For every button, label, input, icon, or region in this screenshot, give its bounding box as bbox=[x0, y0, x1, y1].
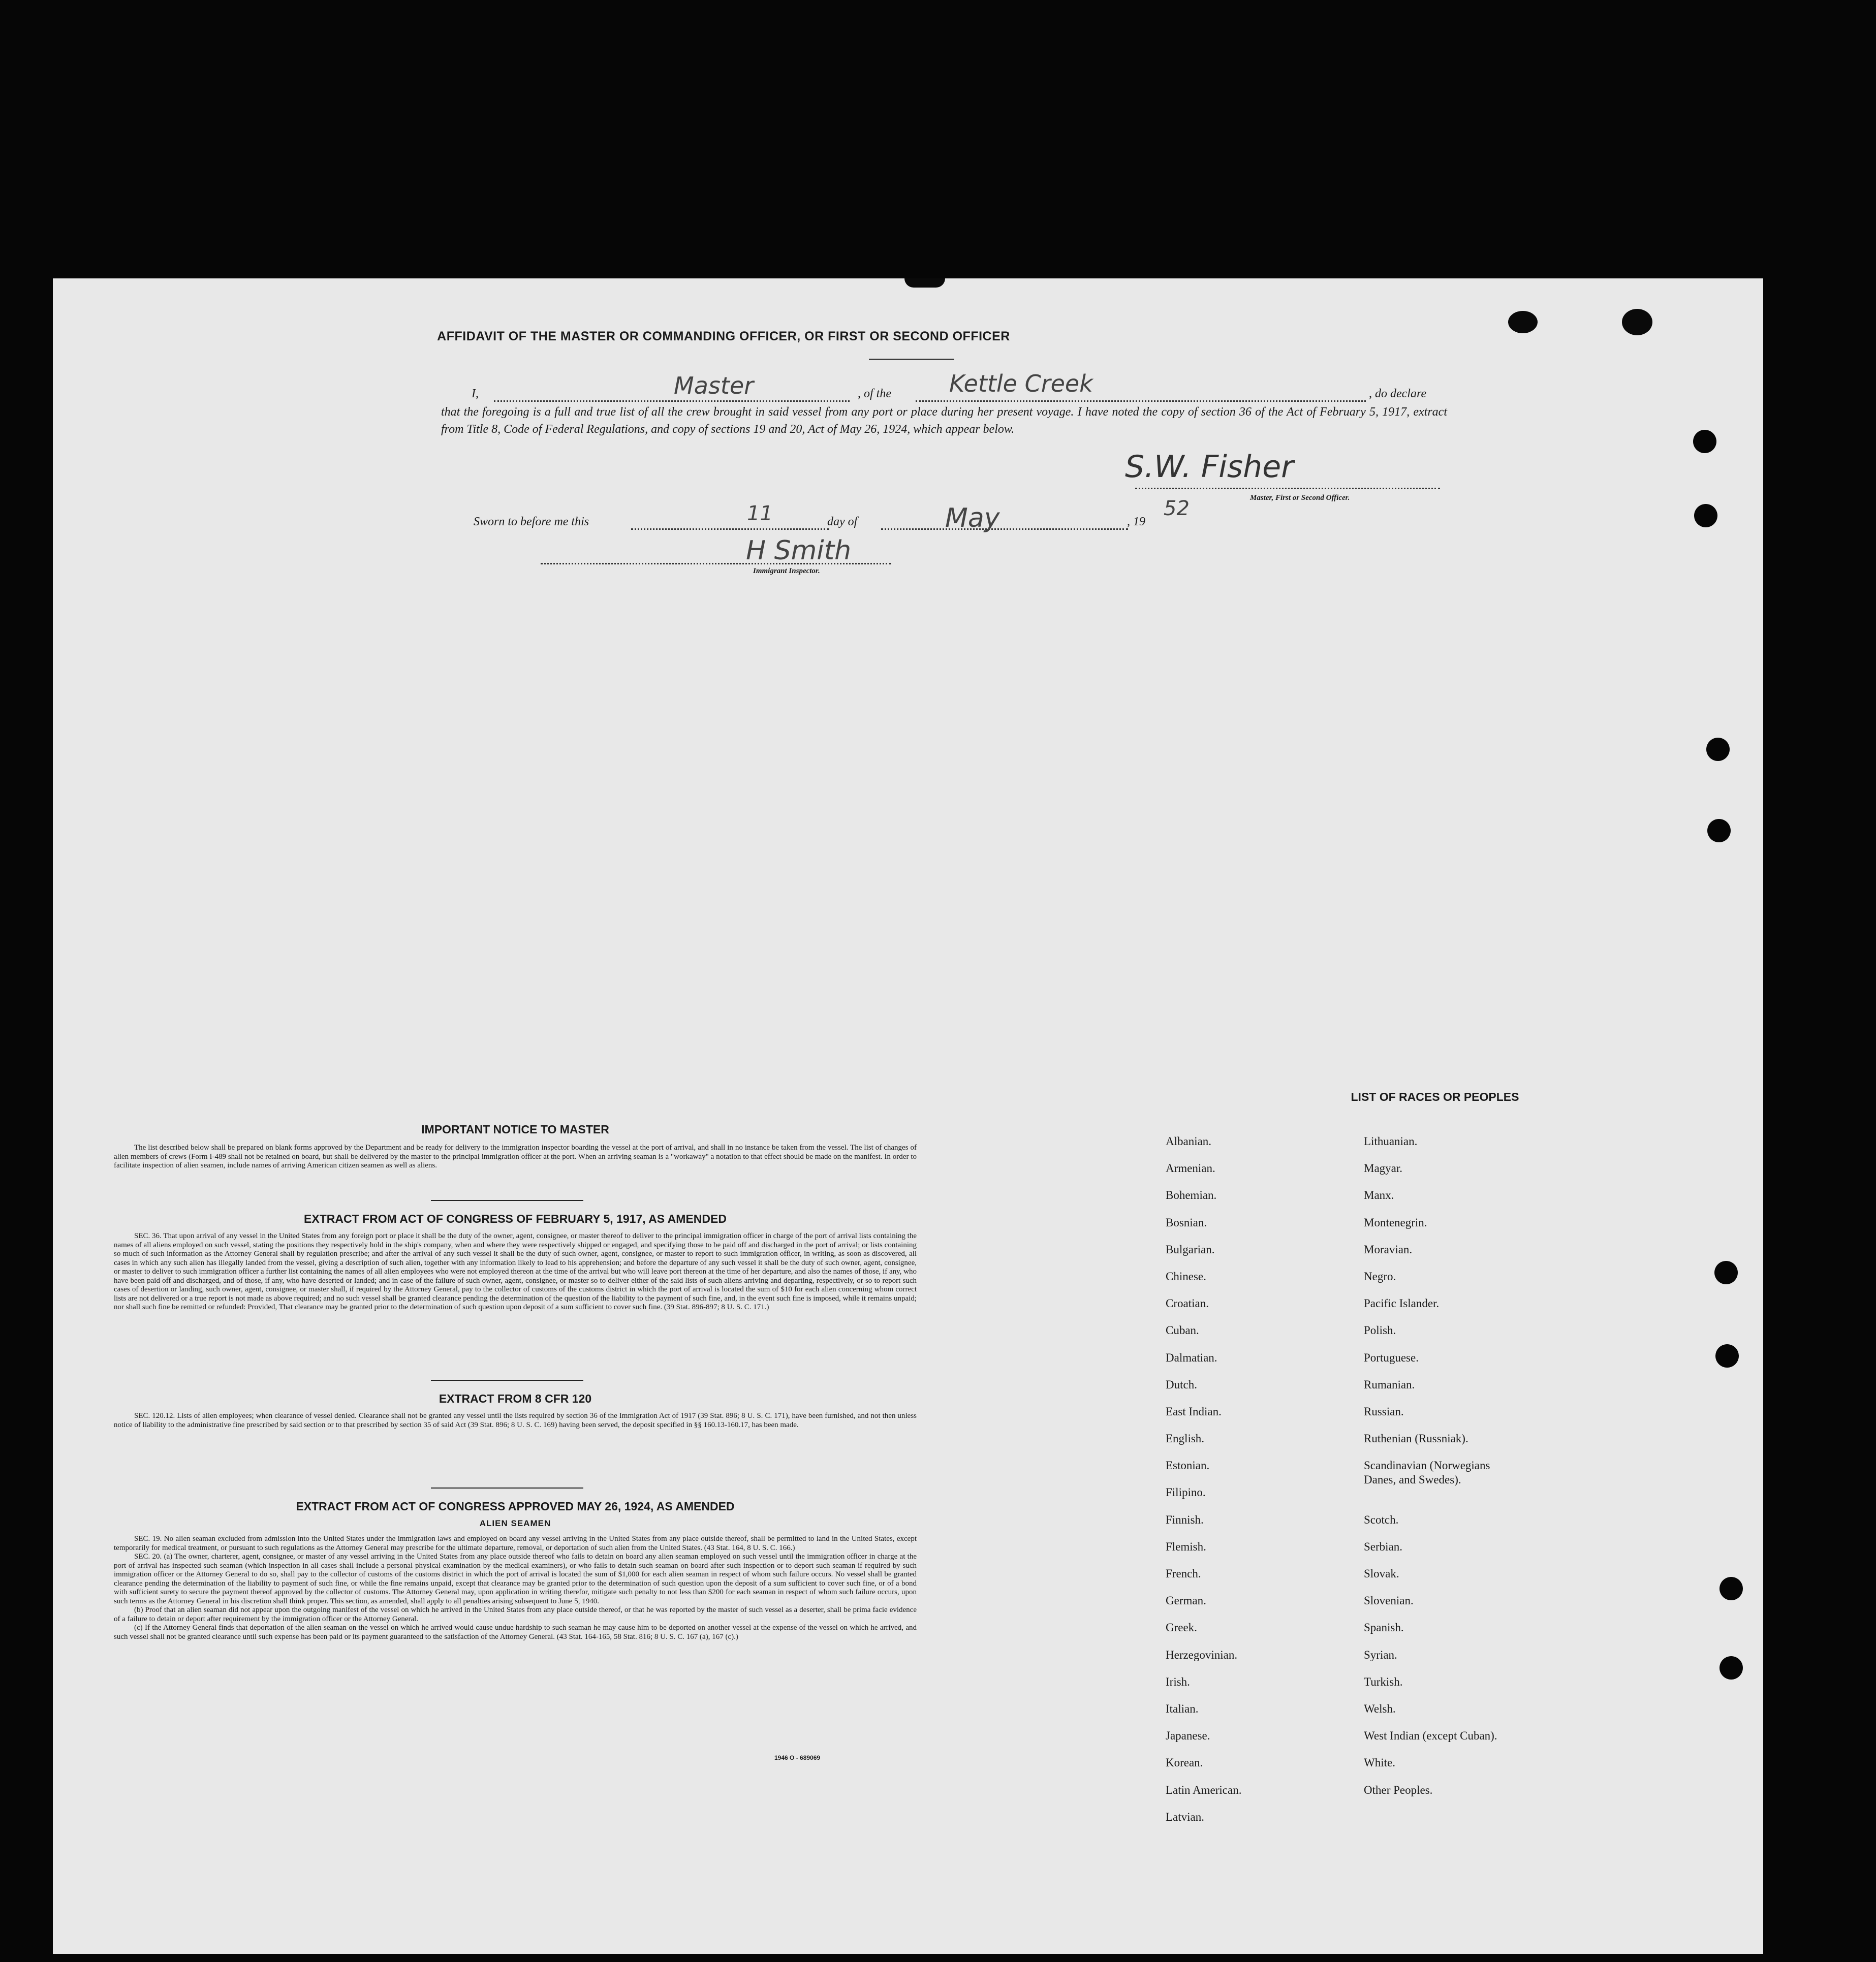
print-code: 1946 O - 689069 bbox=[774, 1754, 821, 1761]
race-item: English. bbox=[1166, 1432, 1205, 1445]
race-item: Finnish. bbox=[1166, 1513, 1204, 1526]
race-item: Negro. bbox=[1364, 1270, 1396, 1283]
race-item: Scandinavian (Norwegians Danes, and Swedes). bbox=[1364, 1459, 1490, 1486]
race-item: Dalmatian. bbox=[1166, 1351, 1217, 1364]
race-item: Pacific Islander. bbox=[1364, 1297, 1440, 1310]
race-item: Slovenian. bbox=[1364, 1594, 1414, 1607]
paper-tear bbox=[904, 278, 945, 288]
races-title: LIST OF RACES OR PEOPLES bbox=[1351, 1090, 1519, 1103]
race-item: Bosnian. bbox=[1166, 1216, 1207, 1229]
race-item: White. bbox=[1364, 1756, 1395, 1769]
handwritten-rank: Master bbox=[674, 372, 754, 399]
race-item: Portuguese. bbox=[1364, 1351, 1419, 1364]
punch-hole bbox=[1714, 1261, 1738, 1284]
handwritten-month: May bbox=[945, 503, 1000, 533]
extract-cfr-text: SEC. 120.12. Lists of alien employees; when clearance of vessel denied. Clearance shall not be granted any vessel until the lists required by section 36 of the Immigration Act of 1917 (39 Stat. 896; 8 U. S. C. 171), have been furnished, and not then unless notice of liability to the administrative fine prescribed by said section or to that prescribed by section 35 of said Act (39 Stat. 896; 8 U. S. C. 169) having been served, the deposit specified in §§ 160.13-160.17, has been made. bbox=[114, 1412, 917, 1429]
race-item: Montenegrin. bbox=[1364, 1216, 1427, 1229]
punch-hole bbox=[1719, 1577, 1743, 1600]
race-item: Herzegovinian. bbox=[1166, 1648, 1238, 1661]
document-page bbox=[53, 278, 1763, 1954]
race-item: Polish. bbox=[1364, 1324, 1396, 1337]
month-blank bbox=[881, 528, 1128, 530]
affidavit-title: AFFIDAVIT OF THE MASTER OR COMMANDING OFFICER, OR FIRST OR SECOND OFFICER bbox=[437, 329, 1010, 343]
extract-1917-title: EXTRACT FROM ACT OF CONGRESS OF FEBRUARY 5, 1917, AS AMENDED bbox=[304, 1212, 727, 1225]
race-item: Chinese. bbox=[1166, 1270, 1206, 1283]
handwritten-year: 52 bbox=[1164, 497, 1190, 520]
year-prefix: , 19 bbox=[1127, 515, 1145, 528]
race-item: Slovak. bbox=[1364, 1567, 1399, 1580]
race-item: Russian. bbox=[1364, 1405, 1404, 1418]
sec20a-text: SEC. 20. (a) The owner, charterer, agent, consignee, or master of any vessel arriving in the United States from any place outside thereof who fails to detain on board any alien seaman employed on such vessel until the immigration officer in charge at the port of arrival has inspected such seaman (which inspection in all cases shall include a personal physical examination by the medical examiners), or who fails to detain such seaman on board after such inspection or to deport such seaman if required by such immigration officer or the Attorney General to do so, shall pay to the collector of customs of the customs district in which the port of arrival is located the sum of $1,000 for each alien seaman in respect of whom such failure occurs. No vessel shall be granted clearance pending the determination of the liability to payment of such fine, or while the fine remains unpaid, except that clearance may be granted prior to the determination of such question upon the deposit of a sum sufficient to cover such fine, or of a bond with sufficient surety to secure the payment thereof approved by the collector of customs. The Attorney General may, upon application in writing therefor, mitigate such penalty to not less than $200 for each seaman in respect of whom such failure occurs, upon such terms as the Attorney General in his discretion shall think proper. This section, as amended, shall apply to all penalties arising subsequent to June 5, 1940. bbox=[114, 1553, 917, 1605]
race-item: Filipino. bbox=[1166, 1486, 1206, 1499]
affidavit-declare-label: , do declare bbox=[1369, 387, 1427, 400]
race-item: Moravian. bbox=[1364, 1243, 1413, 1256]
signature-label: Master, First or Second Officer. bbox=[1250, 494, 1350, 502]
sec19-text: SEC. 19. No alien seaman excluded from admission into the United States under the immigration laws and employed on board any vessel arriving in the United States from any place outside thereof, shall be permitted to land in the United States, except temporarily for medical treatment, or pursuant to such regulations as the Attorney General may prescribe for the ultimate departure, removal, or deportation of such alien from the United States. (43 Stat. 164, 8 U. S. C. 166.) bbox=[114, 1535, 917, 1552]
extract-1924 bbox=[114, 1500, 917, 1641]
notice-title: IMPORTANT NOTICE TO MASTER bbox=[421, 1123, 609, 1136]
race-item: Cuban. bbox=[1166, 1324, 1199, 1337]
race-item: Magyar. bbox=[1364, 1162, 1403, 1175]
extract-1917-text: SEC. 36. That upon arrival of any vessel in the United States from any foreign port or place it shall be the duty of the owner, agent, consignee, or master thereof to deliver to the principal immigration officer in charge of the port of arrival lists containing the names of all aliens employed on such vessel, stating the positions they respectively hold in the ship's company, when and where they were respectively shipped or engaged, and specifying those to be paid off and discharged in the port of arrival; or lists containing so much of such information as the Attorney General shall by regulation prescribe; and after the arrival of any such vessel it shall be the duty of such owner, agent, consignee, or master to report to such immigration officer, in writing, as soon as discovered, all cases in which any such alien has illegally landed from the vessel, giving a description of such alien, together with any information likely to lead to his apprehension; and before the departure of any such vessel it shall be the duty of such owner, agent, consignee, or master to deliver to such immigration officer a further list containing the names of all alien employees who were not employed thereon at the time of the arrival but who will leave port thereon at the time of her departure, and also the names of those, if any, who have been paid off and discharged, and of those, if any, who have deserted or landed; and in case of the failure of such owner, agent, consignee, or master so to deliver either of the said lists of such aliens arriving and departing, respectively, or so to report such cases of desertion or landing, such owner, agent, consignee, or master shall, if required by the Attorney General, pay to the collector of customs of the customs district in which the port of arrival is located the sum of $10 for each alien concerning whom correct lists are not delivered or a true report is not made as above required; and no such vessel shall be granted clearance pending the determination of the question of the liability to the payment of such fine, and, in the event such fine is imposed, while it remains unpaid; nor shall such fine be remitted or refunded: Provided, That clearance may be granted prior to the determination of such question upon deposit of a sum sufficient to cover such fine. (39 Stat. 896-897; 8 U. S. C. 171.) bbox=[114, 1232, 917, 1311]
race-item: Spanish. bbox=[1364, 1621, 1404, 1634]
vessel-blank bbox=[916, 400, 1366, 402]
race-item: Ruthenian (Russniak). bbox=[1364, 1432, 1468, 1445]
punch-hole bbox=[1694, 504, 1717, 527]
affidavit-of-the-label: , of the bbox=[858, 387, 891, 400]
ink-blot bbox=[1622, 309, 1652, 335]
race-item: Scotch. bbox=[1364, 1513, 1399, 1526]
race-item: East Indian. bbox=[1166, 1405, 1222, 1418]
notice-text: The list described below shall be prepared on blank forms approved by the Department and be ready for delivery to the immigration inspector boarding the vessel at the port of arrival, and shall in no instance be taken from the vessel. The list of changes of alien members of crews (Form I-489 shall not be retained on board, but shall be delivered by the master to the principal immigration officer at the port. When an arriving seaman is a "workaway" a notation to that effect should be made on the manifest. In order to facilitate inspection of alien seamen, include names of arriving American citizen seamen as well as aliens. bbox=[114, 1144, 917, 1169]
race-item: Syrian. bbox=[1364, 1648, 1397, 1661]
punch-hole bbox=[1715, 1344, 1739, 1368]
handwritten-signature: S.W. Fisher bbox=[1125, 449, 1294, 485]
punch-hole bbox=[1707, 819, 1731, 842]
race-item: Dutch. bbox=[1166, 1378, 1197, 1391]
day-of-label: day of bbox=[827, 515, 858, 528]
day-blank bbox=[631, 528, 829, 530]
race-item: Armenian. bbox=[1166, 1162, 1215, 1175]
divider bbox=[431, 1380, 583, 1381]
extract-cfr-title: EXTRACT FROM 8 CFR 120 bbox=[439, 1392, 592, 1405]
punch-hole bbox=[1706, 738, 1730, 761]
affidavit-i-label: I, bbox=[472, 387, 479, 400]
important-notice bbox=[114, 1123, 917, 1170]
race-item: West Indian (except Cuban). bbox=[1364, 1729, 1497, 1743]
race-item: Rumanian. bbox=[1364, 1378, 1415, 1391]
ink-blot bbox=[1508, 311, 1538, 333]
race-item: Turkish. bbox=[1364, 1675, 1403, 1688]
handwritten-day: 11 bbox=[747, 502, 773, 525]
title-underline bbox=[869, 359, 954, 360]
race-item: Latvian. bbox=[1166, 1810, 1204, 1823]
divider bbox=[431, 1200, 583, 1201]
inspector-label: Immigrant Inspector. bbox=[753, 567, 820, 575]
race-item: Flemish. bbox=[1166, 1540, 1206, 1553]
race-item: Estonian. bbox=[1166, 1459, 1210, 1472]
punch-hole bbox=[1693, 430, 1716, 453]
race-item: Korean. bbox=[1166, 1756, 1203, 1769]
race-item: Irish. bbox=[1166, 1675, 1190, 1688]
race-item: Other Peoples. bbox=[1364, 1783, 1433, 1796]
race-item: Bulgarian. bbox=[1166, 1243, 1215, 1256]
rank-blank bbox=[494, 400, 850, 402]
race-item: French. bbox=[1166, 1567, 1201, 1580]
extract-cfr bbox=[114, 1392, 917, 1430]
race-item: Albanian. bbox=[1166, 1135, 1212, 1148]
race-item bbox=[1364, 1485, 1497, 1512]
race-item: Croatian. bbox=[1166, 1297, 1209, 1310]
race-item: Bohemian. bbox=[1166, 1189, 1217, 1202]
race-item: German. bbox=[1166, 1594, 1206, 1607]
punch-hole bbox=[1719, 1656, 1743, 1680]
races-column-2 bbox=[1364, 1134, 1497, 1810]
sec20b-text: (b) Proof that an alien seaman did not appear upon the outgoing manifest of the vessel on which he arrived in the United States from any place outside thereof, or that he was reported by the master of such vessel as a deserter, shall be prima facie evidence of a failure to detain or deport after requirement by the immigration officer or the Attorney General. bbox=[114, 1606, 917, 1623]
race-item: Serbian. bbox=[1364, 1540, 1403, 1553]
extract-1924-title: EXTRACT FROM ACT OF CONGRESS APPROVED MAY 26, 1924, AS AMENDED bbox=[296, 1500, 735, 1513]
race-item: Welsh. bbox=[1364, 1702, 1396, 1715]
handwritten-vessel: Kettle Creek bbox=[949, 370, 1093, 397]
extract-1917 bbox=[114, 1212, 917, 1312]
handwritten-inspector: H Smith bbox=[746, 535, 852, 566]
race-item: Manx. bbox=[1364, 1189, 1394, 1202]
extract-1924-subtitle: ALIEN SEAMEN bbox=[479, 1518, 551, 1528]
race-item: Japanese. bbox=[1166, 1729, 1210, 1743]
race-item: Italian. bbox=[1166, 1702, 1199, 1715]
divider bbox=[431, 1488, 583, 1489]
race-item: Lithuanian. bbox=[1364, 1135, 1418, 1148]
sec20c-text: (c) If the Attorney General finds that deportation of the alien seaman on the vessel on which he arrived would cause undue hardship to such seaman he may cause him to be deported on another vessel at the expense of the vessel on which he arrived, and such vessel shall not be granted clearance until such expense has been paid or its payment guaranteed to the satisfaction of the Attorney General. (43 Stat. 164-165, 58 Stat. 816; 8 U. S. C. 167 (a), 167 (c).) bbox=[114, 1624, 917, 1641]
signature-blank bbox=[1135, 488, 1440, 489]
sworn-text: Sworn to before me this bbox=[474, 515, 589, 528]
race-item: Greek. bbox=[1166, 1621, 1197, 1634]
affidavit-body: that the foregoing is a full and true list of all the crew brought in said vessel from any port or place during her present voyage. I have noted the copy of section 36 of the Act of February 5, 1917, extract from Title 8, Code of Federal Regulations, and copy of sections 19 and 20, Act of May 26, 1924, which appear below. bbox=[441, 405, 1447, 436]
races-column-1 bbox=[1166, 1134, 1241, 1837]
race-item: Latin American. bbox=[1166, 1783, 1242, 1796]
